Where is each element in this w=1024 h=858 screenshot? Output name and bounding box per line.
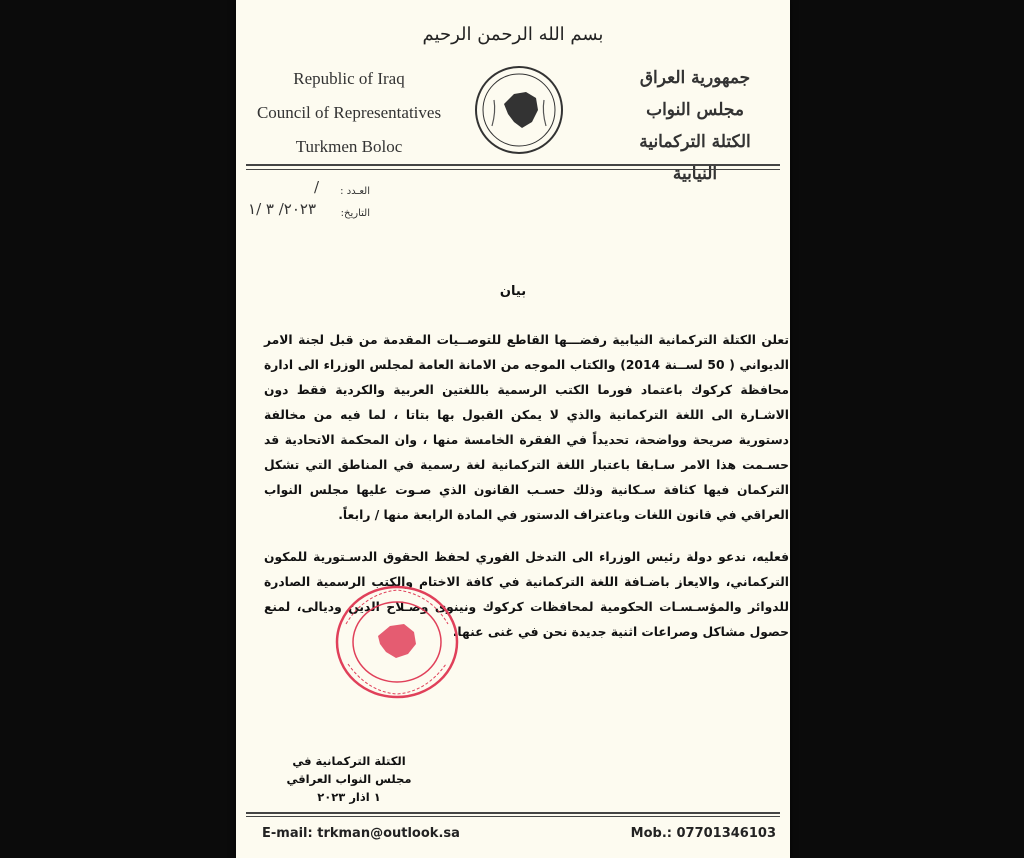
header-divider-thin — [246, 169, 780, 170]
letterhead-line-republic: Republic of Iraq — [293, 69, 405, 88]
footer-mobile: Mob.: 07701346103 — [630, 826, 776, 841]
letterhead-line-bloc: Turkmen Boloc — [295, 137, 403, 156]
header-divider — [246, 164, 780, 166]
footer-email: E-mail: trkman@outlook.sa — [262, 826, 460, 841]
signature-date: ١ اذار ٢٠٢٣ — [317, 790, 381, 804]
signature-block — [284, 752, 414, 806]
bloc-stamp — [334, 584, 460, 700]
letterhead-line-council: Council of Representatives — [256, 103, 442, 122]
letter-page — [236, 0, 790, 858]
letterhead-line-bloc-ar: الكتلة التركمانية النيابية — [639, 132, 751, 184]
footer-divider — [246, 812, 780, 814]
number-value: / — [314, 178, 320, 196]
bismillah-heading: بسم الله الرحمن الرحيم — [422, 24, 604, 45]
arabic-letterhead — [620, 62, 770, 190]
letterhead-line-council-ar: مجلس النواب — [646, 100, 744, 120]
number-label: العـدد : — [340, 186, 370, 197]
footer-divider-thin — [246, 816, 780, 817]
date-value: ٢٠٢٣/ ٣ /١ — [248, 200, 317, 218]
signature-line-2: مجلس النواب العراقي — [286, 772, 412, 786]
english-letterhead — [254, 62, 444, 164]
date-label: التاريخ: — [340, 208, 370, 219]
parliament-logo — [474, 64, 564, 156]
letterhead-line-republic-ar: جمهورية العراق — [639, 68, 751, 88]
statement-paragraph-2: فعليه، ندعو دولة رئيس الوزراء الى التدخل الفوري لحفظ الحقوق الدسـتورية للمكون التركماني، والايعاز باضـافة اللغة التركمانية في كافة الاختام والكتب الرسمية الصادرة للدوائر والمؤسـسـات الحكومية لمحافظات كركوك ونينوى وصـلاح الدين وديالى، لمنع حصول مشاكل وصراعات اثنية جديدة نحن في غنى عنها. — [264, 550, 789, 639]
statement-paragraph-1: تعلن الكتلة التركمانية النيابية رفضـــها القاطع للتوصــيات المقدمة من قبل لجنة الامر الديواني ( 50 لســنة 2014) والكتاب الموجه من الامانة العامة لمجلس الوزراء الى ادارة محافظة كركوك باعتماد فورما الكتب الرسمية باللغتين العربية والكردية فقط دون الاشـارة الى اللغة التركمانية والذي لا يمكن القبول بها بتاتا ، لما فيه من مخالفة دستورية صريحة وواضحة، تحديداً في الفقرة الخامسة منها ، وان المحكمة الاتحادية قد حسـمت هذا الامر سـابقا باعتبار اللغة التركمانية لغة رسمية في المناطق التي تشكل التركمان فيها كثافة سـكانية وذلك حسـب القانون الذي صـوت عليها مجلس النواب العراقي في قانون اللغات وباعتراف الدستور في المادة الرابعة منها / رابعاً. — [264, 333, 790, 522]
signature-line-1: الكتلة التركمانية في — [292, 754, 406, 768]
statement-title: بيان — [499, 284, 527, 299]
